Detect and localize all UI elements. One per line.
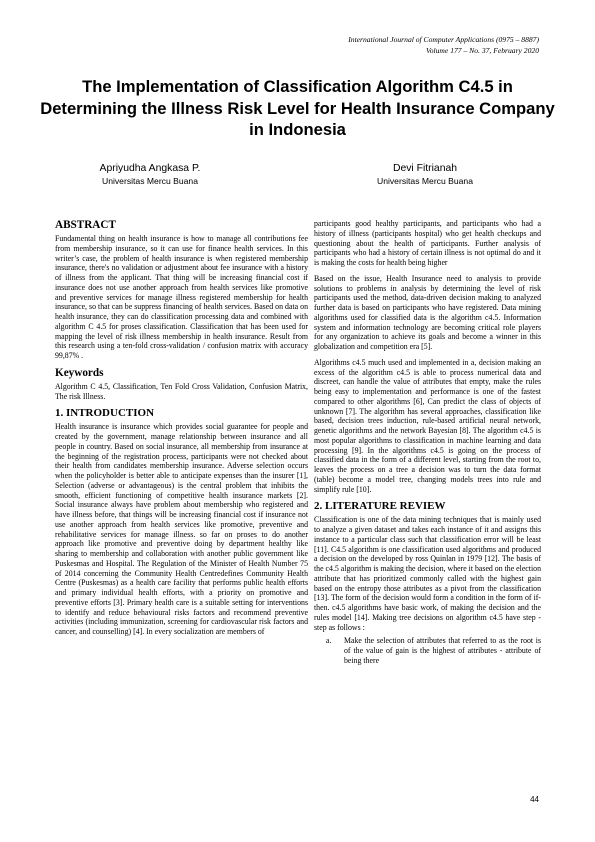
- author-1: [60, 162, 240, 187]
- journal-name: International Journal of Computer Applications (0975 – 8887): [348, 35, 539, 44]
- abstract-text: Fundamental thing on health insurance is how to manage all contributions fee from membership insurance, so it can use for finance health services. In this writer’s case, the problem of health insurance is when registered membership insurance, there's no validation or adjustment about fee insurance with a history of illness from the applicant. That thing will be increasing financial cost if insurance does not use another approach from health services like promotive and preventive services for manage illness registered membership for health insurance, so that can be suppress financing of health services. Based on data on health insurance, they can do classification processing data and combined with algorithm C 4.5 for proses classification. Classification that has been used for mapping the level of risk illness membership in health insurance. Result from this research using a ten-fold cross-validation / confusion matrix with accuracy 99,87% .: [55, 234, 308, 360]
- introduction-text: Health insurance is insurance which provides social guarantee for people and created by the government, manage relationship between insurance and all people in country. Based on social insurance, all membership from insurance at the beginning of the registration process, participants were not checked about their health from candidates membership insurance. Adverse selection occurs when the policyholder is better able to anticipate expenses than the insurer [1], Selection (adverse or advantageous) is the central problem that inhibits the smooth, efficient functioning of competitive health insurance markets [2]. Social insurance always have problem about membership who registered and have illness before, that things will be increasing financial cost if insurance not use another approach from health services like promotive, preventive and rehabilitative services for manage illness. so far on proses to do another approach like promotive and preventive doing by department healthy like sharing to membership and collaboration with another public government like Puskesmas and Hospital. The Regulation of the Minister of Health Number 75 of 2014 concerning the Community Health Centredefines Community Health Centre (Puskesmas) as a health care facility that performs public health efforts and primary individual health efforts, with a priority on promotive and preventive efforts [3]. Primary health care is a suitable setting for interventions to identify and reduce behavioural risks factors and recommend preventive activities (including immunization, screening for cardiovascular risk factors and cancer, and counselling) [4]. In every socialization are members of: [55, 422, 308, 636]
- page-number: 44: [530, 795, 539, 804]
- intro-paragraph-continued: participants good healthy participants, and participants who had a history of illness (participants hospital) who get health checkups and questioning about the health of participants. Further analysis of participants who had a history of certain illness is not optimal do and it is making the costs for health being higher: [314, 219, 541, 267]
- literature-review-text: Classification is one of the data mining techniques that is mainly used to analyze a given dataset and takes each instance of it and assigns this instance to a particular class such that classification error will be least [11]. C4.5 algorithm is one classification used algorithms and produced a decision on the developed by ross Quinlan in 1979 [12]. The basis of the c4.5 algorithm is making the decision, where it based on the election attribute that has prioritized commonly called with the highest gain based on the entropy those attributes as a pivot from the classification [13]. The form of the decision would form a condition in the form of if-then. c4.5 algorithms have basic work, of making the decision and the rules model [14]. Making tree decisions on algorithm c4.5 have step - step as follows :: [314, 515, 541, 632]
- author-name: Apriyudha Angkasa P.: [99, 163, 201, 174]
- journal-header: [348, 34, 539, 56]
- author-affiliation: Universitas Mercu Buana: [376, 176, 473, 186]
- abstract-heading: ABSTRACT: [55, 219, 116, 231]
- list-item: [314, 636, 541, 665]
- author-2: [335, 162, 515, 187]
- paper-title: The Implementation of Classification Algorithm C4.5 in Determining the Illness Risk Level for Health Insurance Company in Indonesia: [40, 77, 555, 139]
- introduction-heading: 1. INTRODUCTION: [55, 407, 155, 420]
- keywords-text: Algorithm C 4.5, Classification, Ten Fold Cross Validation, Confusion Matrix, The risk Illness.: [55, 381, 308, 401]
- right-column: [314, 219, 541, 666]
- author-affiliation: Universitas Mercu Buana: [101, 176, 198, 186]
- left-column: [55, 219, 308, 643]
- literature-review-heading: 2. LITERATURE REVIEW: [314, 500, 446, 513]
- author-name: Devi Fitrianah: [392, 163, 458, 174]
- keywords-heading: Keywords: [55, 366, 104, 379]
- list-item-text: Make the selection of attributes that referred to as the root is of the value of gain is the highest of attributes - attribute of being there: [344, 636, 541, 665]
- intro-paragraph-3: Algorithms c4.5 much used and implemented in a, decision making an excess of the algorithm c4.5 is able to process numerical data and discreet, can handle the value of attributes that empty, make the rules being easy to implementation and performance is one of the fastest compared to other algorithms [6], Can predict the class of objects of unknown [7]. The algorithm has several approaches, classification like based, decision trees induction, rule-based artificial neural network, genetic algorithms and the network Bayesian [8]. The algorithm c4.5 is most popular algorithms to classification in machine learning and data processing [9]. In the algorithms c4.5 is going on the process of classified data in the form of a different level, starting from the root to, leaves the process on a tree a decision was to turn the data format (table) become a model tree, changing models trees into rule and simplify rule [10].: [314, 357, 541, 494]
- list-marker: a.: [326, 636, 332, 646]
- journal-volume: Volume 177 – No. 37, February 2020: [425, 46, 539, 55]
- intro-paragraph-2: Based on the issue, Health Insurance need to analysis to provide solutions to problems in analysis by determining the level of risk participants used the method, data-driven decision making to analyzed further data is based on participants who have registered. Data mining algorithms used for classified data is the algorithm c4.5. Information system and information technology are becoming critical role players for any organization to achieve its goals and become a winner in this globalization and competition era [5].: [314, 273, 541, 351]
